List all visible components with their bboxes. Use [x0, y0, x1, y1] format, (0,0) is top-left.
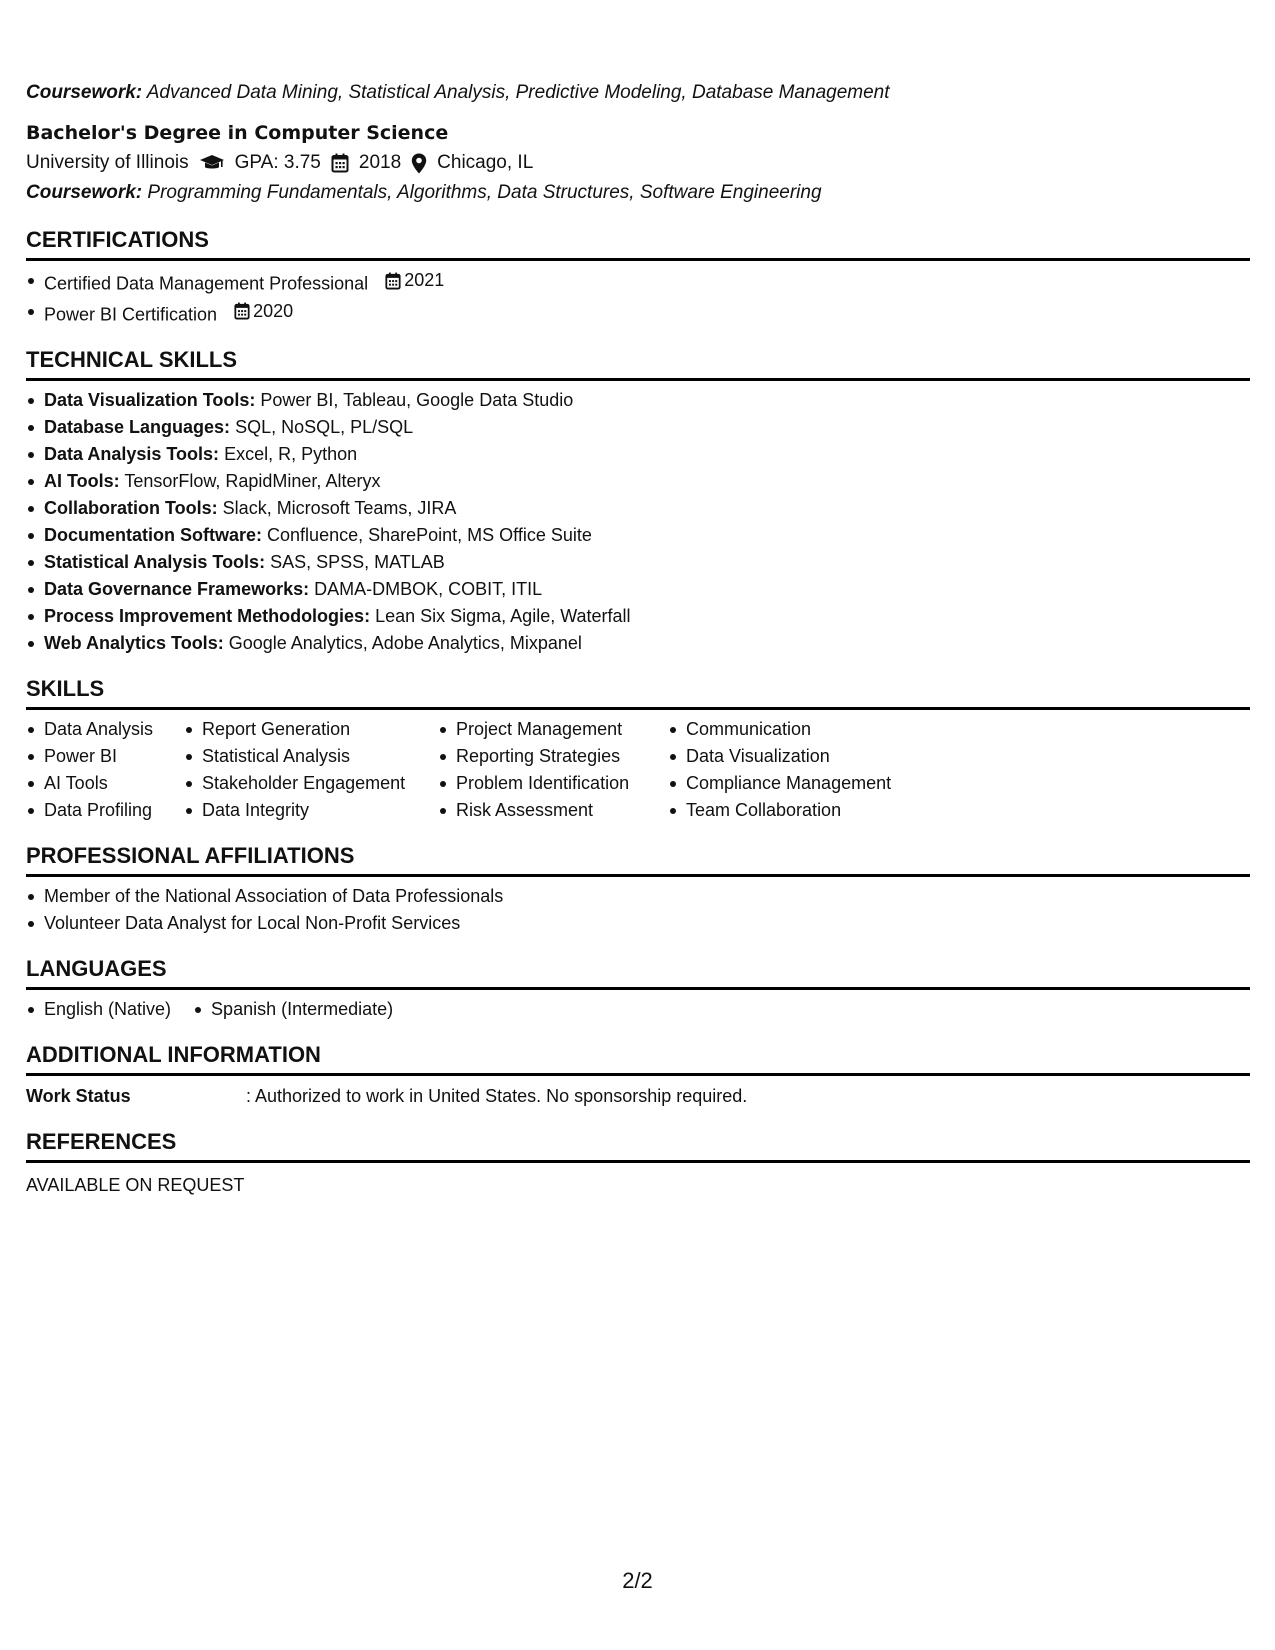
skill-values: Power BI, Tableau, Google Data Studio — [260, 390, 574, 410]
calendar-icon — [385, 272, 401, 290]
skill-category: Process Improvement Methodologies: — [44, 606, 371, 626]
skill-category: Database Languages: — [44, 417, 231, 437]
list-item — [26, 441, 1250, 468]
list-item — [26, 522, 1250, 549]
calendar-icon — [331, 153, 349, 173]
references-text: AVAILABLE ON REQUEST — [26, 1175, 245, 1195]
skill-values: Confluence, SharePoint, MS Office Suite — [267, 525, 592, 545]
cert-date — [234, 298, 293, 325]
languages-list — [26, 996, 415, 1023]
skills-grid — [26, 716, 1250, 824]
list-item: Statistical Analysis — [184, 743, 438, 770]
list-item: Project Management — [438, 716, 668, 743]
skill-category: Data Analysis Tools: — [44, 444, 220, 464]
prev-coursework — [26, 78, 1250, 108]
map-pin-icon — [411, 153, 427, 174]
work-status-value: : Authorized to work in United States. No sponsorship required. — [246, 1086, 748, 1106]
list-item: Spanish (Intermediate) — [193, 996, 393, 1023]
skills-column — [184, 716, 438, 824]
list-item: Communication — [668, 716, 928, 743]
list-item: Power BI — [26, 743, 184, 770]
list-item: Problem Identification — [438, 770, 668, 797]
skill-category: Statistical Analysis Tools: — [44, 552, 266, 572]
list-item: English (Native) — [26, 996, 171, 1023]
skill-values: Google Analytics, Adobe Analytics, Mixpanel — [228, 633, 582, 653]
skill-values: TensorFlow, RapidMiner, Alteryx — [124, 471, 381, 491]
degree-title: Bachelor's Degree in Computer Science — [26, 122, 449, 144]
bachelor-coursework — [26, 178, 1250, 208]
list-item: Compliance Management — [668, 770, 928, 797]
list-item: Stakeholder Engagement — [184, 770, 438, 797]
list-item: Member of the National Association of Data Professionals — [26, 883, 1250, 910]
technical-skills-heading: TECHNICAL SKILLS — [26, 346, 1250, 381]
list-item — [26, 576, 1250, 603]
coursework-text: Programming Fundamentals, Algorithms, Data Structures, Software Engineering — [147, 182, 822, 203]
skill-values: SAS, SPSS, MATLAB — [270, 552, 445, 572]
certifications-heading: CERTIFICATIONS — [26, 226, 1250, 261]
work-status-label: Work Status — [26, 1086, 131, 1106]
list-item — [26, 549, 1250, 576]
work-status-row — [26, 1082, 1250, 1110]
degree-meta — [26, 148, 1250, 178]
skills-column — [26, 716, 184, 824]
skills-column — [438, 716, 668, 824]
list-item — [26, 603, 1250, 630]
list-item: Data Visualization — [668, 743, 928, 770]
list-item: Reporting Strategies — [438, 743, 668, 770]
list-item: Team Collaboration — [668, 797, 928, 824]
graduation-year: 2018 — [358, 152, 402, 173]
graduation-cap-icon — [199, 154, 225, 172]
resume-page — [26, 78, 1250, 1199]
list-item: Data Profiling — [26, 797, 184, 824]
school-location: Chicago, IL — [437, 152, 534, 173]
list-item — [26, 267, 1250, 298]
school-name: University of Illinois — [26, 152, 189, 173]
references-heading: REFERENCES — [26, 1128, 1250, 1163]
list-item: AI Tools — [26, 770, 184, 797]
skill-category: Data Governance Frameworks: — [44, 579, 310, 599]
skill-values: DAMA-DMBOK, COBIT, ITIL — [314, 579, 543, 599]
list-item — [26, 468, 1250, 495]
cert-year: 2021 — [404, 270, 445, 290]
affiliations-heading: PROFESSIONAL AFFILIATIONS — [26, 842, 1250, 877]
list-item — [26, 414, 1250, 441]
coursework-text: Advanced Data Mining, Statistical Analysis, Predictive Modeling, Database Management — [146, 82, 890, 103]
cert-year: 2020 — [253, 300, 294, 321]
list-item: Data Analysis — [26, 716, 184, 743]
list-item — [26, 495, 1250, 522]
gpa: GPA: 3.75 — [234, 152, 321, 173]
languages-heading: LANGUAGES — [26, 955, 1250, 990]
languages-row — [26, 996, 1250, 1023]
list-item: Risk Assessment — [438, 797, 668, 824]
list-item: Data Integrity — [184, 797, 438, 824]
skill-category: Documentation Software: — [44, 525, 263, 545]
list-item: Report Generation — [184, 716, 438, 743]
page-number: 2/2 — [622, 1568, 653, 1593]
skill-values: Lean Six Sigma, Agile, Waterfall — [375, 606, 631, 626]
list-item — [26, 630, 1250, 657]
skill-category: Web Analytics Tools: — [44, 633, 224, 653]
skill-category: Data Visualization Tools: — [44, 390, 256, 410]
additional-info-heading: ADDITIONAL INFORMATION — [26, 1041, 1250, 1076]
cert-name: Power BI Certification — [44, 304, 218, 324]
calendar-icon — [234, 302, 250, 320]
skills-heading: SKILLS — [26, 675, 1250, 710]
skill-category: AI Tools: — [44, 471, 120, 491]
coursework-label: Coursework: — [26, 182, 143, 203]
cert-date — [385, 267, 444, 294]
skill-values: Excel, R, Python — [224, 444, 358, 464]
certifications-list — [26, 267, 1250, 328]
list-item — [26, 387, 1250, 414]
skill-category: Collaboration Tools: — [44, 498, 218, 518]
affiliations-list — [26, 883, 1250, 937]
list-item: Volunteer Data Analyst for Local Non-Profit Services — [26, 910, 1250, 937]
list-item — [26, 298, 1250, 329]
skill-values: Slack, Microsoft Teams, JIRA — [222, 498, 457, 518]
technical-skills-list — [26, 387, 1250, 657]
coursework-label: Coursework: — [26, 82, 143, 103]
skill-values: SQL, NoSQL, PL/SQL — [235, 417, 414, 437]
cert-name: Certified Data Management Professional — [44, 273, 369, 294]
skills-column — [668, 716, 928, 824]
